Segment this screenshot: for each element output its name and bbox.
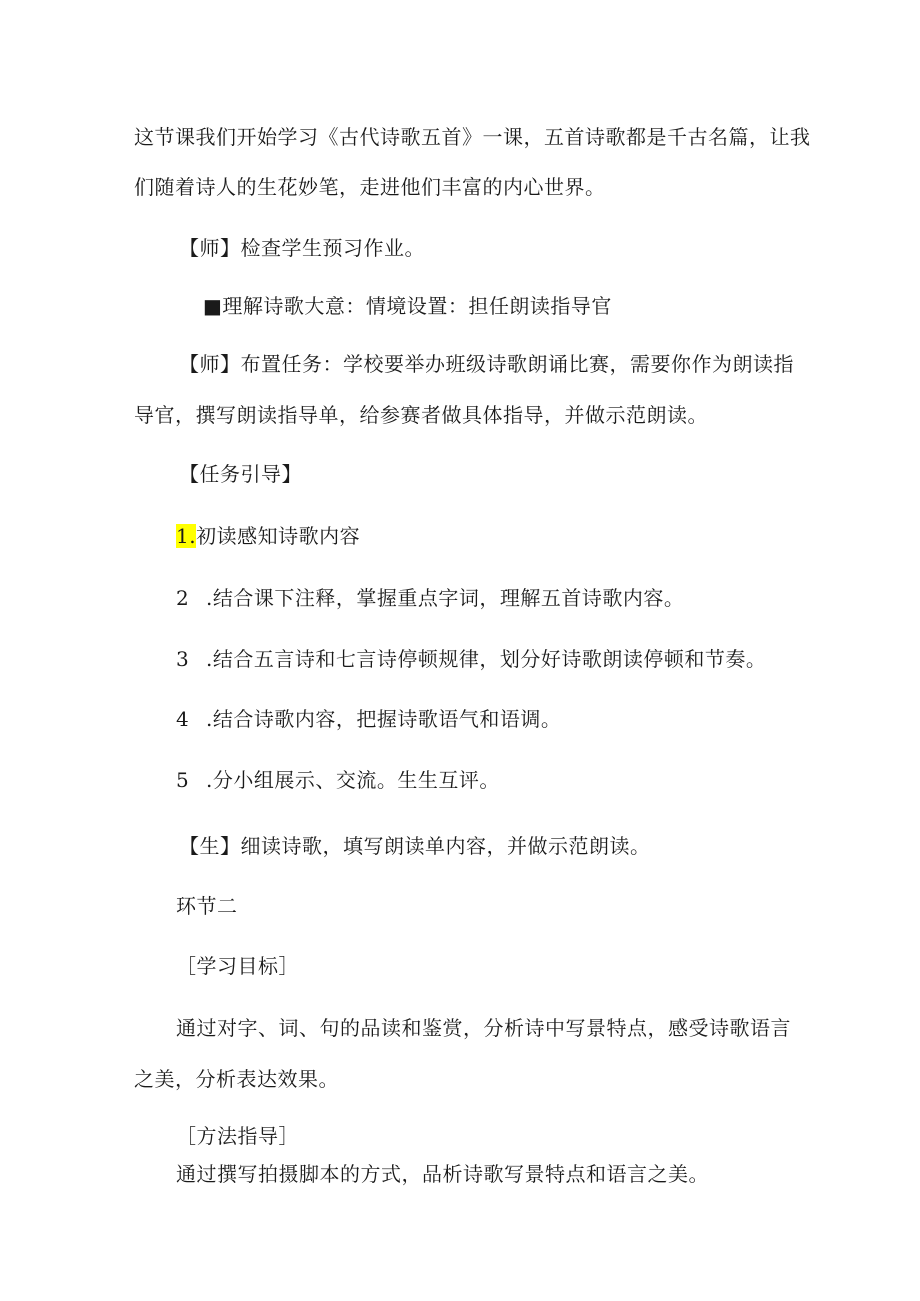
- intro-line-2: 们随着诗人的生花妙笔，走进他们丰富的内心世界。: [134, 175, 606, 199]
- intro-line-1: 这节课我们开始学习《古代诗歌五首》一课，五首诗歌都是千古名篇，让我: [134, 125, 811, 149]
- list-item-4-text: .结合诗歌内容，把握诗歌语气和语调。: [206, 707, 562, 731]
- student-paragraph: 【生】细读诗歌，填写朗读单内容，并做示范朗读。: [179, 834, 651, 858]
- section-two-heading: 环节二: [176, 894, 238, 918]
- list-item-5-text: .分小组展示、交流。生生互评。: [206, 768, 500, 792]
- objectives-line-2: 之美，分析表达效果。: [134, 1067, 339, 1091]
- objectives-label: ［学习目标］: [176, 954, 299, 978]
- list-item-3-text: .结合五言诗和七言诗停顿规律，划分好诗歌朗读停顿和节奏。: [206, 647, 767, 671]
- list-item-3-number: 3: [176, 647, 190, 671]
- list-item-2-text: .结合课下注释，掌握重点字词，理解五首诗歌内容。: [206, 586, 685, 610]
- list-item-5: [176, 766, 500, 794]
- list-item-1-number: 1.: [176, 524, 197, 548]
- list-item-2: [176, 584, 684, 612]
- list-item-5-number: 5: [176, 768, 190, 792]
- list-item-1: [176, 522, 360, 550]
- teacher-check-paragraph: 【师】检查学生预习作业。: [179, 236, 425, 260]
- task-line-1: 【师】布置任务：学校要举办班级诗歌朗诵比赛，需要你作为朗读指: [179, 352, 794, 376]
- list-item-1-text: 初读感知诗歌内容: [196, 524, 361, 548]
- objectives-line-1: 通过对字、词、句的品读和鉴赏，分析诗中写景特点，感受诗歌语言: [176, 1016, 791, 1040]
- task-guide-heading: 【任务引导】: [179, 462, 302, 486]
- method-label: ［方法指导］: [176, 1124, 299, 1148]
- list-item-3: [176, 645, 766, 673]
- method-paragraph: 通过撰写拍摄脚本的方式，品析诗歌写景特点和语言之美。: [176, 1162, 709, 1186]
- list-item-2-number: 2: [176, 586, 190, 610]
- section-heading: ■理解诗歌大意：情境设置：担任朗读指导官: [203, 294, 612, 318]
- task-line-2: 导官，撰写朗读指导单，给参赛者做具体指导，并做示范朗读。: [134, 403, 708, 427]
- list-item-4-number: 4: [176, 707, 190, 731]
- list-item-4: [176, 705, 561, 733]
